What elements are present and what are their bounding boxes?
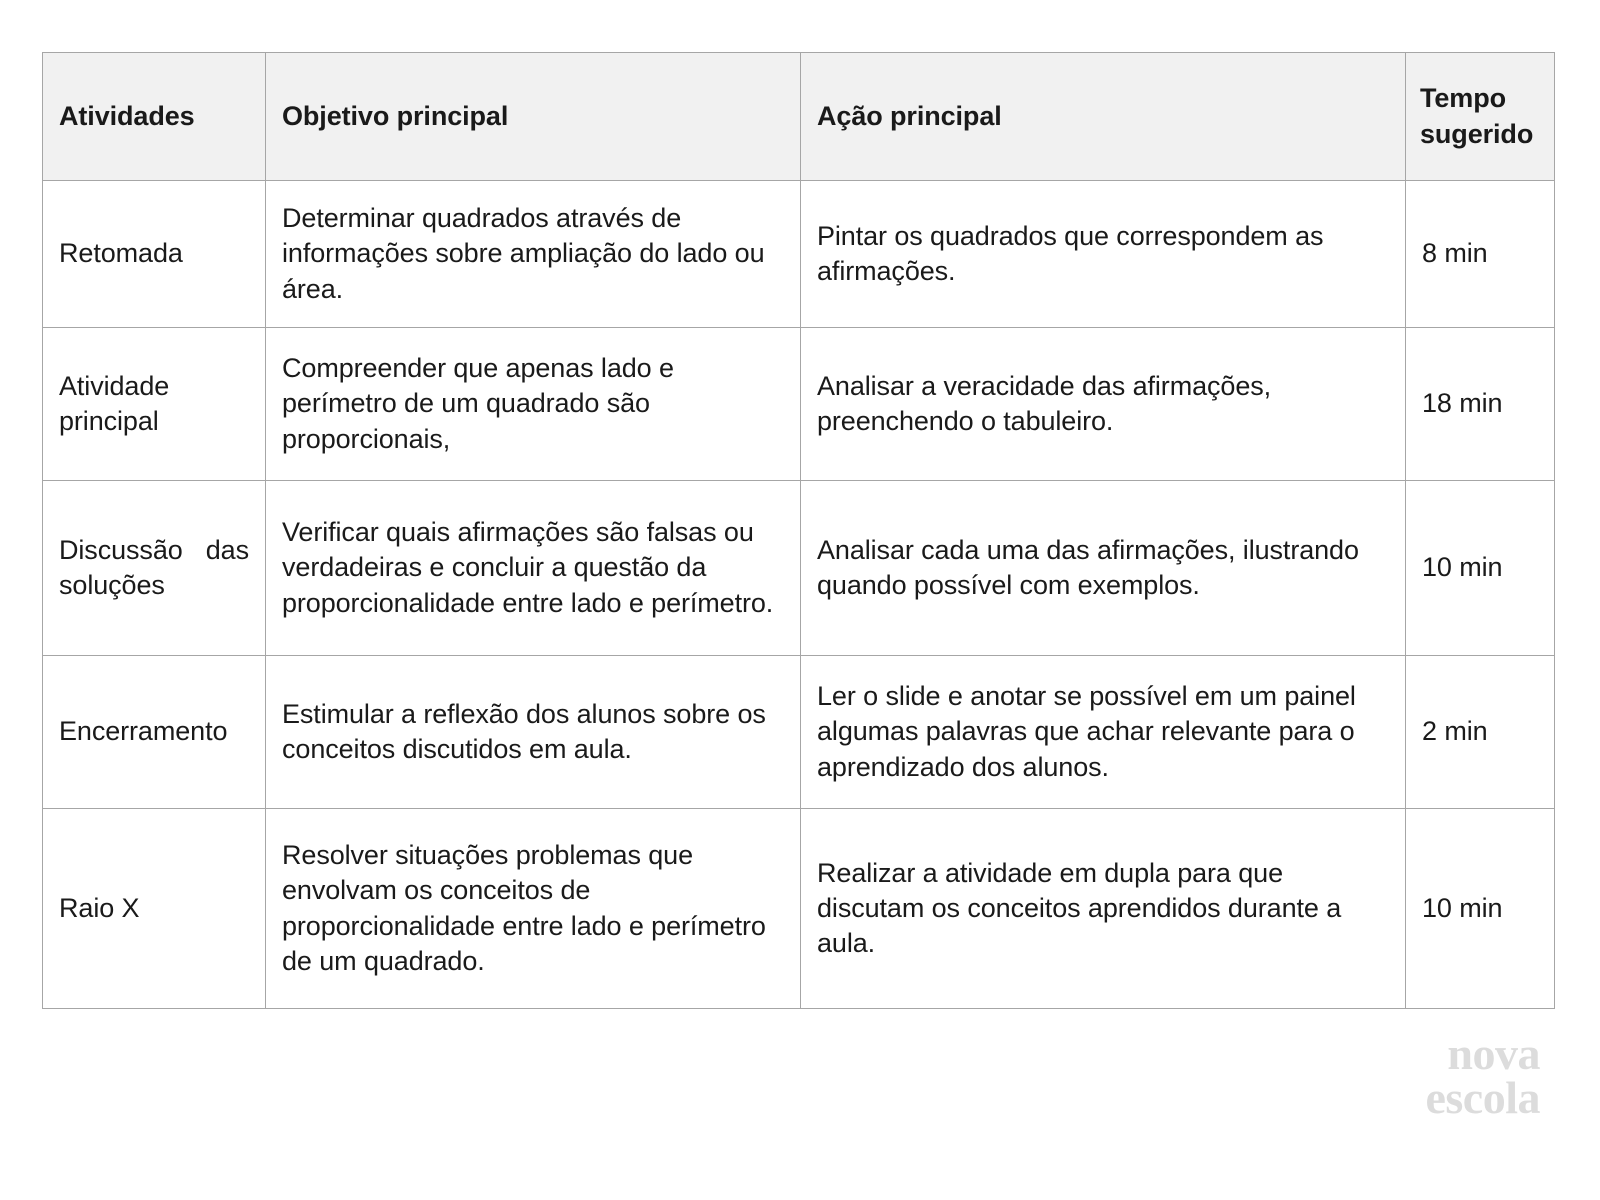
cell-action: Pintar os quadrados que correspondem as afirmações. <box>801 181 1406 328</box>
lesson-plan-table-container <box>42 52 1554 1009</box>
cell-time: 10 min <box>1406 809 1555 1009</box>
nova-escola-logo <box>1425 1028 1540 1123</box>
column-header-atividades: Atividades <box>43 53 266 181</box>
table-row <box>43 181 1555 328</box>
logo-line-escola: escola <box>1425 1071 1540 1123</box>
table-row <box>43 809 1555 1009</box>
cell-action: Ler o slide e anotar se possível em um painel algumas palavras que achar relevante para o aprendizado dos alunos. <box>801 656 1406 809</box>
column-header-objetivo: Objetivo principal <box>266 53 801 181</box>
cell-activity: Encerramento <box>43 656 266 809</box>
cell-action: Realizar a atividade em dupla para que discutam os conceitos aprendidos durante a aula. <box>801 809 1406 1009</box>
column-header-tempo-sugerido: Tempo sugerido <box>1406 53 1555 181</box>
table-row <box>43 481 1555 656</box>
cell-activity: Atividade principal <box>43 328 266 481</box>
cell-time: 8 min <box>1406 181 1555 328</box>
table-row <box>43 328 1555 481</box>
table-header <box>43 53 1555 181</box>
table-row <box>43 656 1555 809</box>
cell-objective: Verificar quais afirmações são falsas ou verdadeiras e concluir a questão da proporcionalidade entre lado e perímetro. <box>266 481 801 656</box>
cell-objective: Determinar quadrados através de informações sobre ampliação do lado ou área. <box>266 181 801 328</box>
cell-objective: Estimular a reflexão dos alunos sobre os conceitos discutidos em aula. <box>266 656 801 809</box>
cell-action: Analisar cada uma das afirmações, ilustrando quando possível com exemplos. <box>801 481 1406 656</box>
cell-activity: Discussão das soluções <box>43 481 266 656</box>
cell-action: Analisar a veracidade das afirmações, preenchendo o tabuleiro. <box>801 328 1406 481</box>
column-header-acao: Ação principal <box>801 53 1406 181</box>
table-header-row <box>43 53 1555 181</box>
logo-line-nova: nova <box>1447 1028 1540 1079</box>
cell-objective: Compreender que apenas lado e perímetro de um quadrado são proporcionais, <box>266 328 801 481</box>
cell-time: 2 min <box>1406 656 1555 809</box>
cell-time: 18 min <box>1406 328 1555 481</box>
cell-activity: Retomada <box>43 181 266 328</box>
cell-objective: Resolver situações problemas que envolvam os conceitos de proporcionalidade entre lado e perímetro de um quadrado. <box>266 809 801 1009</box>
cell-activity: Raio X <box>43 809 266 1009</box>
lesson-plan-table <box>42 52 1555 1009</box>
table-body <box>43 181 1555 1009</box>
cell-time: 10 min <box>1406 481 1555 656</box>
